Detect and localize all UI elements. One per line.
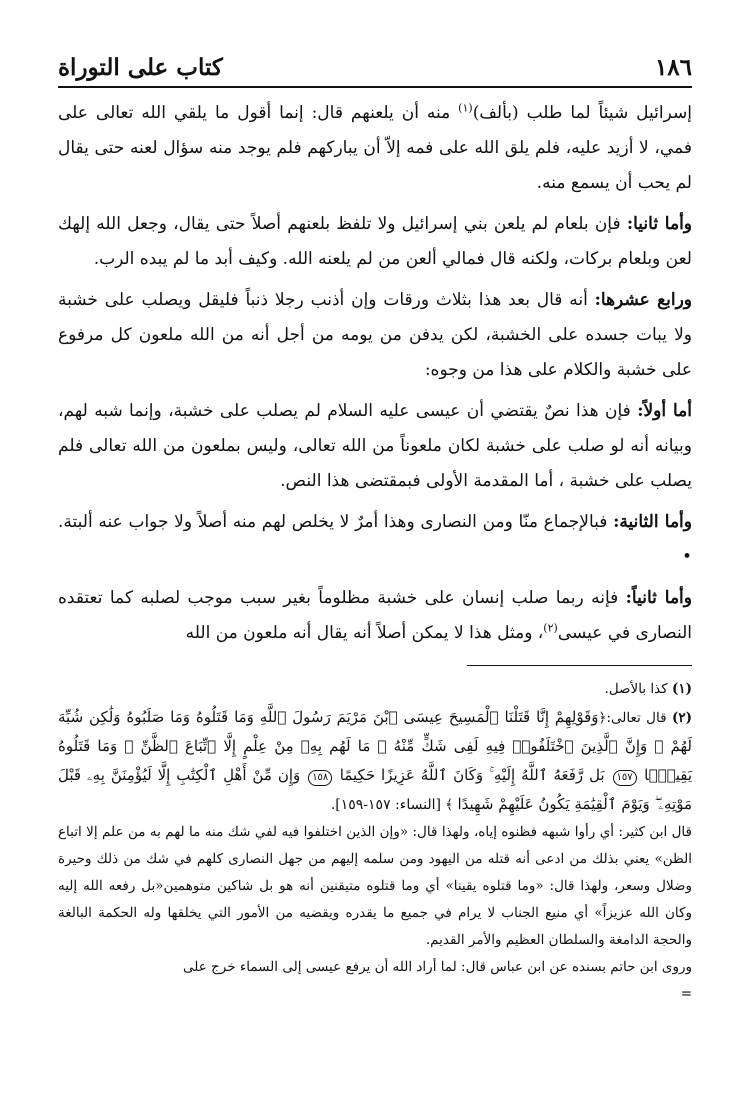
footnote-1-text: كذا بالأصل. (604, 681, 672, 697)
continuation-mark: = (680, 986, 692, 1002)
paragraph-6-lead: وأما ثانياً: (625, 588, 692, 608)
main-text (58, 96, 692, 651)
footnote-1 (58, 676, 692, 703)
paragraph-3-text: أنه قال بعد هذا بثلاث ورقات وإن أذنب رجلا ذنباً فليقل ويصلب على خشبة ولا يبات جسده على الخشبة، لكن يدفن من يومه من أجل أنه من الله ملعون كل مرفوع على خشبة والكلام على هذا من وجوه: (58, 290, 692, 380)
quran-verse-3: وَإِن مِّنْ أَهْلِ ٱلْكِتَٰبِ إِلَّا لَيُؤْمِنَنَّ بِهِۦ قَبْلَ مَوْتِهِۦ ۖ وَيَوْمَ ٱلْقِيَٰمَةِ يَكُونُ عَلَيْهِمْ شَهِيدًا (58, 766, 692, 813)
footnote-1-number: (١) (671, 681, 692, 697)
footnote-2-number: (٢) (671, 710, 693, 726)
paragraph-3-lead: ورابع عشرها: (594, 290, 692, 310)
footnote-2 (58, 703, 692, 819)
footnote-ref-1: (١) (458, 101, 473, 115)
paragraph-1-text-b: منه أن يلعنهم قال: إنما أقول ما يلقي الله تعالى على فمي، لا أزيد عليه، فلم يلق الله على فمه إلاّ أن يباركهم فلم يوجد منه سؤال لعنه حتى يقال لم يحب أن يسمع منه. (58, 103, 692, 193)
quran-verse-2: بَل رَّفَعَهُ ٱللَّهُ إِلَيْهِ ۚ وَكَانَ ٱللَّهُ عَزِيزًا حَكِيمًا (339, 766, 611, 784)
footnote-2-commentary-2 (58, 954, 692, 1008)
book-title: كتاب على التوراة (58, 54, 223, 81)
verse-citation: [النساء: ١٥٧-١٥٩]. (330, 797, 441, 813)
paragraph-1 (58, 96, 692, 201)
verse-number-158: ١٥٨ (308, 770, 332, 786)
footnotes (58, 676, 692, 1008)
paragraph-5-text: فبالإجماع منّا ومن النصارى وهذا أمرٌ لا يخلص لهم منه أصلاً ولا جواب عنه ألبتة. • (58, 512, 692, 567)
paragraph-5 (58, 505, 692, 575)
verse-number-157: ١٥٧ (613, 770, 637, 786)
paragraph-4-text: فإن هذا نصٌ يقتضي أن عيسى عليه السلام لم يصلب على خشبة، وإنما شبه لهم، وبيانه أنه لو صلب على خشبة لكان ملعوناً من الله تعالى، وليس بملعون من الله تعالى فلم يصلب على خشبة ، أما المقدمة الأولى فبمقتضى هذا النص. (58, 401, 692, 491)
quran-verse-1: وَقَوْلِهِمْ إِنَّا قَتَلْنَا ٱلْمَسِيحَ عِيسَى ٱبْنَ مَرْيَمَ رَسُولَ ٱللَّهِ وَمَا قَتَلُوهُ وَمَا صَلَبُوهُ وَلَٰكِن شُبِّهَ لَهُمْ ۚ وَإِنَّ ٱلَّذِينَ ٱخْتَلَفُوا۟ فِيهِ لَفِى شَكٍّ مِّنْهُ ۚ مَا لَهُم بِهِۦ مِنْ عِلْمٍ إِلَّا ٱتِّبَاعَ ٱلظَّنِّ ۚ وَمَا قَتَلُوهُ يَقِينًۢا (58, 708, 693, 784)
paragraph-2-text: فإن بلعام لم يلعن بني إسرائيل ولا تلفظ بلعنهم أصلاً حتى يقال، وجعل الله إلهك لعن وبلعام بركات، ولكنه قال فمالي ألعن من لم يلعنه الله. وكيف أبد ما لم يبده الرب. (58, 214, 692, 269)
paragraph-2 (58, 207, 692, 277)
footnote-2-commentary-2-text: وروى ابن حاتم بسنده عن ابن عباس قال: لما أراد الله أن يرفع عيسى إلى السماء خرج على (183, 959, 692, 975)
paragraph-5-lead: وأما الثانية: (613, 512, 692, 532)
paragraph-6-text-a: فإنه ربما صلب إنسان على خشبة مظلوماً بغير سبب موجب لصلبه كما تعتقده النصارى في عيسى (58, 588, 692, 643)
footnote-2-intro: قال تعالى:﴿ (598, 710, 672, 726)
paragraph-6 (58, 581, 692, 651)
paragraph-6-text-b: ، ومثل هذا لا يمكن أصلاً أنه يقال أنه ملعون من الله (185, 623, 544, 643)
footnote-divider (467, 665, 692, 666)
paragraph-3 (58, 283, 692, 388)
verse-close: ﴾ (440, 797, 458, 813)
footnote-ref-2: (٢) (543, 621, 558, 635)
running-header (58, 52, 692, 88)
footnote-2-commentary-1: قال ابن كثير: أي رأوا شبهه فظنوه إياه، ولهذا قال: «وإن الذين اختلفوا فيه لفي شك منه ما لهم به من علم إلا اتباع الظن» يعني بذلك من ادعى أنه قتله من اليهود ومن سلمه إليهم من جهل النصارى كلهم في شك من ذلك وحيرة وضلال وسعر، ولهذا قال: «وما قتلوه يقينا» أي وما قتلوه متيقنين أنه هو بل شاكين متوهمين«بل رفعه الله إليه وكان الله عزيزاً» أي منيع الجناب لا يرام في جميع ما يقدره ويقضيه من الأمور التي يخلقها وله الحكمة البالغة والحجة الدامغة والسلطان العظيم والأمر القديم. (58, 824, 692, 948)
page-number: ١٨٦ (654, 54, 692, 81)
paragraph-1-text-a: إسرائيل شيئاً لما طلب (بألف) (472, 103, 692, 123)
paragraph-4-lead: أما أولاً: (637, 401, 692, 421)
paragraph-2-lead: وأما ثانيا: (626, 214, 692, 234)
paragraph-4 (58, 394, 692, 499)
